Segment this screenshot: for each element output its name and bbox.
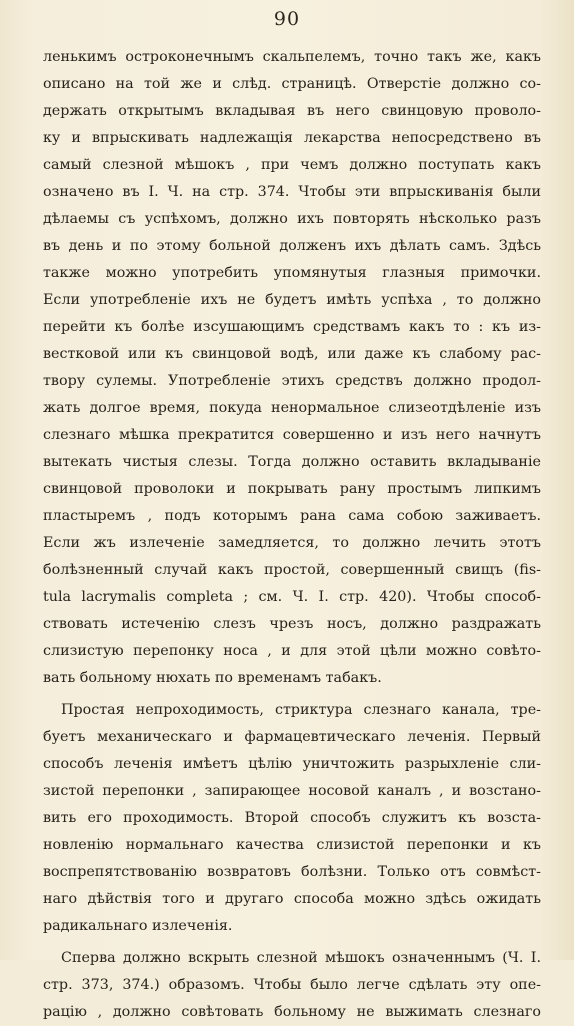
page-number: 90 <box>273 8 301 30</box>
text-line: самый слезной мѣшокъ , при чемъ должно поступать какъ <box>43 157 541 173</box>
text-line: вить его проходимость. Второй способъ служитъ къ возста- <box>43 810 541 826</box>
text-line: вестковой или къ свинцовой водѣ, или даже къ слабому рас- <box>43 346 541 362</box>
text-line: держать открытымъ вкладывая въ него свинцовую проволо- <box>43 103 541 119</box>
text-line: наго дѣйствія того и другаго способа можно здѣсь ожидать <box>43 891 541 907</box>
text-line: способъ леченія имѣетъ цѣлію уничтожить разрыхленіе сли- <box>43 756 541 772</box>
text-line: рацію , должно совѣтовать больному не выжимать слезнаго <box>43 1004 541 1020</box>
text-line: вать больному нюхать по временамъ табакъ. <box>43 670 382 686</box>
text-line: дѣлаемы съ успѣхомъ, должно ихъ повторять нѣсколько разъ <box>43 211 541 227</box>
text-line: жать долгое время, покуда ненормальное слизеотдѣленіе изъ <box>43 400 541 416</box>
text-line: вытекать чистыя слезы. Тогда должно оставить вкладываніе <box>43 454 541 470</box>
body-text <box>43 44 541 1026</box>
text-line: Если жъ излеченіе замедляется, то должно лечить этотъ <box>43 535 541 551</box>
text-line: буетъ механическаго и фармацевтическаго леченія. Первый <box>43 729 541 745</box>
text-line: слезнаго мѣшка прекратится совершенно и изъ него начнутъ <box>43 427 541 443</box>
text-line: ленькимъ остроконечнымъ скальпелемъ, точно такъ же, какъ <box>43 49 541 65</box>
text-line: ствовать истеченію слезъ чрезъ носъ, должно раздражать <box>43 616 541 632</box>
text-line: слизистую перепонку носа , и для этой цѣли можно совѣто- <box>43 643 541 659</box>
text-line: твору сулемы. Употребленіе этихъ средствъ должно продол- <box>43 373 541 389</box>
text-line: перейти къ болѣе изсушающимъ средствамъ какъ то : къ из- <box>43 319 541 335</box>
text-line: новленію нормальнаго качества слизистой перепонки и къ <box>43 837 541 853</box>
paragraph-1 <box>43 44 541 692</box>
text-line: болѣзненный случай какъ простой, совершенный свищъ (fis- <box>43 562 541 578</box>
text-line: стр. 373, 374.) образомъ. Чтобы было легче сдѣлать эту опе- <box>43 977 541 993</box>
text-line: Сперва должно вскрыть слезной мѣшокъ означеннымъ (Ч. I. <box>61 950 541 966</box>
text-line: свинцовой проволоки и покрывать рану простымъ липкимъ <box>43 481 541 497</box>
text-line: Если употребленіе ихъ не будетъ имѣть успѣха , то должно <box>43 292 541 308</box>
paragraph-3 <box>43 945 541 1026</box>
text-line: также можно употребить упомянутыя глазныя примочки. <box>43 265 541 281</box>
text-line: воспрепятствованію возвратовъ болѣзни. Только отъ совмѣст- <box>43 864 541 880</box>
text-line: Простая непроходимость, стриктура слезнаго канала, тре- <box>61 702 541 718</box>
text-line: пластыремъ , подъ которымъ рана сама собою заживаетъ. <box>43 508 541 524</box>
text-line: описано на той же и слѣд. страницѣ. Отверстіе должно со- <box>43 76 541 92</box>
text-line: въ день и по этому больной долженъ ихъ дѣлать самъ. Здѣсь <box>43 238 541 254</box>
text-line: ку и впрыскивать надлежащія лекарства непосредствено въ <box>43 130 541 146</box>
text-line: зистой перепонки , запирающее носовой каналъ , и возстано- <box>43 783 541 799</box>
text-line: радикальнаго излеченія. <box>43 918 233 934</box>
paragraph-2 <box>43 697 541 940</box>
text-line: tula lacrymalis completa ; см. Ч. I. стр. 420). Чтобы способ- <box>43 589 541 605</box>
text-line: означено въ I. Ч. на стр. 374. Чтобы эти впрыскиванія были <box>43 184 541 200</box>
